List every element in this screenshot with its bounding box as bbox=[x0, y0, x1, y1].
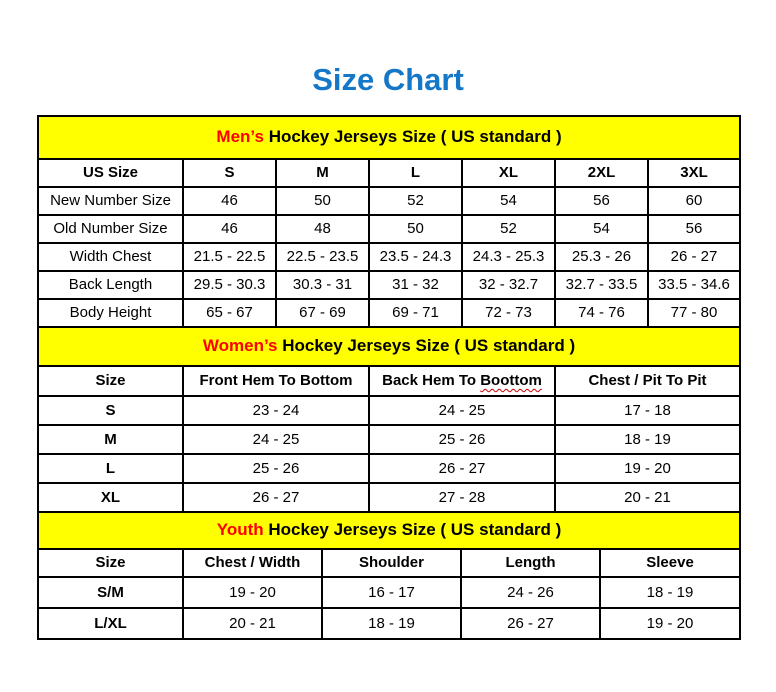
size-tables-container bbox=[37, 115, 739, 640]
cell: 19 - 20 bbox=[600, 608, 740, 639]
mens-band-highlight: Men’s bbox=[216, 127, 264, 147]
youth-band-highlight: Youth bbox=[216, 520, 264, 540]
womens-col-header-back-hem bbox=[369, 366, 555, 396]
cell: 46 bbox=[183, 187, 276, 215]
cell: 74 - 76 bbox=[555, 299, 648, 327]
cell: 22.5 - 23.5 bbox=[276, 243, 369, 271]
mens-col-header: S bbox=[183, 159, 276, 187]
youth-col-header: Sleeve bbox=[600, 549, 740, 577]
cell: 56 bbox=[648, 215, 740, 243]
cell: 17 - 18 bbox=[555, 396, 740, 425]
mens-row-new-number-size bbox=[38, 187, 740, 215]
cell: 29.5 - 30.3 bbox=[183, 271, 276, 299]
womens-band-highlight: Women’s bbox=[202, 336, 278, 356]
cell: 19 - 20 bbox=[183, 577, 322, 608]
mens-col-header: US Size bbox=[38, 159, 183, 187]
mens-col-header: M bbox=[276, 159, 369, 187]
youth-row-sm bbox=[38, 577, 740, 608]
cell: 19 - 20 bbox=[555, 454, 740, 483]
cell: 20 - 21 bbox=[555, 483, 740, 512]
womens-col-header: Front Hem To Bottom bbox=[183, 366, 369, 396]
cell: 52 bbox=[369, 187, 462, 215]
youth-size-table bbox=[37, 511, 741, 640]
cell: 52 bbox=[462, 215, 555, 243]
youth-col-header: Size bbox=[38, 549, 183, 577]
womens-row-s bbox=[38, 396, 740, 425]
youth-col-header: Chest / Width bbox=[183, 549, 322, 577]
mens-row-old-number-size bbox=[38, 215, 740, 243]
womens-band-title bbox=[38, 327, 740, 366]
row-label: Width Chest bbox=[38, 243, 183, 271]
youth-col-header: Shoulder bbox=[322, 549, 461, 577]
cell: 50 bbox=[276, 187, 369, 215]
mens-row-back-length bbox=[38, 271, 740, 299]
cell: 33.5 - 34.6 bbox=[648, 271, 740, 299]
cell: 32 - 32.7 bbox=[462, 271, 555, 299]
cell: 30.3 - 31 bbox=[276, 271, 369, 299]
womens-row-m bbox=[38, 425, 740, 454]
cell: 23.5 - 24.3 bbox=[369, 243, 462, 271]
cell: 21.5 - 22.5 bbox=[183, 243, 276, 271]
womens-band-rest: Hockey Jerseys Size ( US standard ) bbox=[277, 336, 576, 356]
womens-row-l bbox=[38, 454, 740, 483]
cell: 31 - 32 bbox=[369, 271, 462, 299]
cell: 56 bbox=[555, 187, 648, 215]
cell: 32.7 - 33.5 bbox=[555, 271, 648, 299]
mens-size-table bbox=[37, 115, 741, 328]
cell: 24.3 - 25.3 bbox=[462, 243, 555, 271]
mens-col-header: 3XL bbox=[648, 159, 740, 187]
row-label: XL bbox=[38, 483, 183, 512]
row-label: S/M bbox=[38, 577, 183, 608]
mens-col-header: L bbox=[369, 159, 462, 187]
row-label: M bbox=[38, 425, 183, 454]
cell: 65 - 67 bbox=[183, 299, 276, 327]
cell: 67 - 69 bbox=[276, 299, 369, 327]
mens-header-row bbox=[38, 159, 740, 187]
cell: 54 bbox=[462, 187, 555, 215]
row-label: S bbox=[38, 396, 183, 425]
cell: 18 - 19 bbox=[322, 608, 461, 639]
mens-row-body-height bbox=[38, 299, 740, 327]
cell: 69 - 71 bbox=[369, 299, 462, 327]
back-hem-misspelled-word: Boottom bbox=[480, 372, 542, 390]
mens-col-header: 2XL bbox=[555, 159, 648, 187]
row-label: Body Height bbox=[38, 299, 183, 327]
womens-size-table bbox=[37, 326, 741, 513]
mens-col-header: XL bbox=[462, 159, 555, 187]
row-label: L bbox=[38, 454, 183, 483]
womens-band-row bbox=[38, 327, 740, 366]
mens-row-width-chest bbox=[38, 243, 740, 271]
row-label: Old Number Size bbox=[38, 215, 183, 243]
cell: 23 - 24 bbox=[183, 396, 369, 425]
cell: 24 - 25 bbox=[369, 396, 555, 425]
cell: 72 - 73 bbox=[462, 299, 555, 327]
youth-row-lxl bbox=[38, 608, 740, 639]
womens-header-row bbox=[38, 366, 740, 396]
cell: 77 - 80 bbox=[648, 299, 740, 327]
back-hem-prefix: Back Hem To bbox=[382, 372, 481, 390]
cell: 26 - 27 bbox=[369, 454, 555, 483]
page-title: Size Chart bbox=[312, 62, 464, 97]
cell: 25 - 26 bbox=[369, 425, 555, 454]
womens-col-header: Chest / Pit To Pit bbox=[555, 366, 740, 396]
youth-band-rest: Hockey Jerseys Size ( US standard ) bbox=[263, 520, 562, 540]
youth-col-header: Length bbox=[461, 549, 600, 577]
cell: 60 bbox=[648, 187, 740, 215]
cell: 26 - 27 bbox=[461, 608, 600, 639]
row-label: New Number Size bbox=[38, 187, 183, 215]
cell: 25 - 26 bbox=[183, 454, 369, 483]
cell: 24 - 26 bbox=[461, 577, 600, 608]
youth-band-row bbox=[38, 512, 740, 549]
cell: 48 bbox=[276, 215, 369, 243]
youth-header-row bbox=[38, 549, 740, 577]
cell: 16 - 17 bbox=[322, 577, 461, 608]
row-label: L/XL bbox=[38, 608, 183, 639]
cell: 25.3 - 26 bbox=[555, 243, 648, 271]
cell: 18 - 19 bbox=[600, 577, 740, 608]
cell: 20 - 21 bbox=[183, 608, 322, 639]
cell: 18 - 19 bbox=[555, 425, 740, 454]
cell: 24 - 25 bbox=[183, 425, 369, 454]
womens-col-header: Size bbox=[38, 366, 183, 396]
cell: 27 - 28 bbox=[369, 483, 555, 512]
cell: 54 bbox=[555, 215, 648, 243]
row-label: Back Length bbox=[38, 271, 183, 299]
mens-band-rest: Hockey Jerseys Size ( US standard ) bbox=[263, 127, 562, 147]
youth-band-title bbox=[38, 512, 740, 549]
cell: 26 - 27 bbox=[183, 483, 369, 512]
womens-row-xl bbox=[38, 483, 740, 512]
cell: 46 bbox=[183, 215, 276, 243]
mens-band-title bbox=[38, 116, 740, 159]
mens-band-row bbox=[38, 116, 740, 159]
cell: 50 bbox=[369, 215, 462, 243]
cell: 26 - 27 bbox=[648, 243, 740, 271]
